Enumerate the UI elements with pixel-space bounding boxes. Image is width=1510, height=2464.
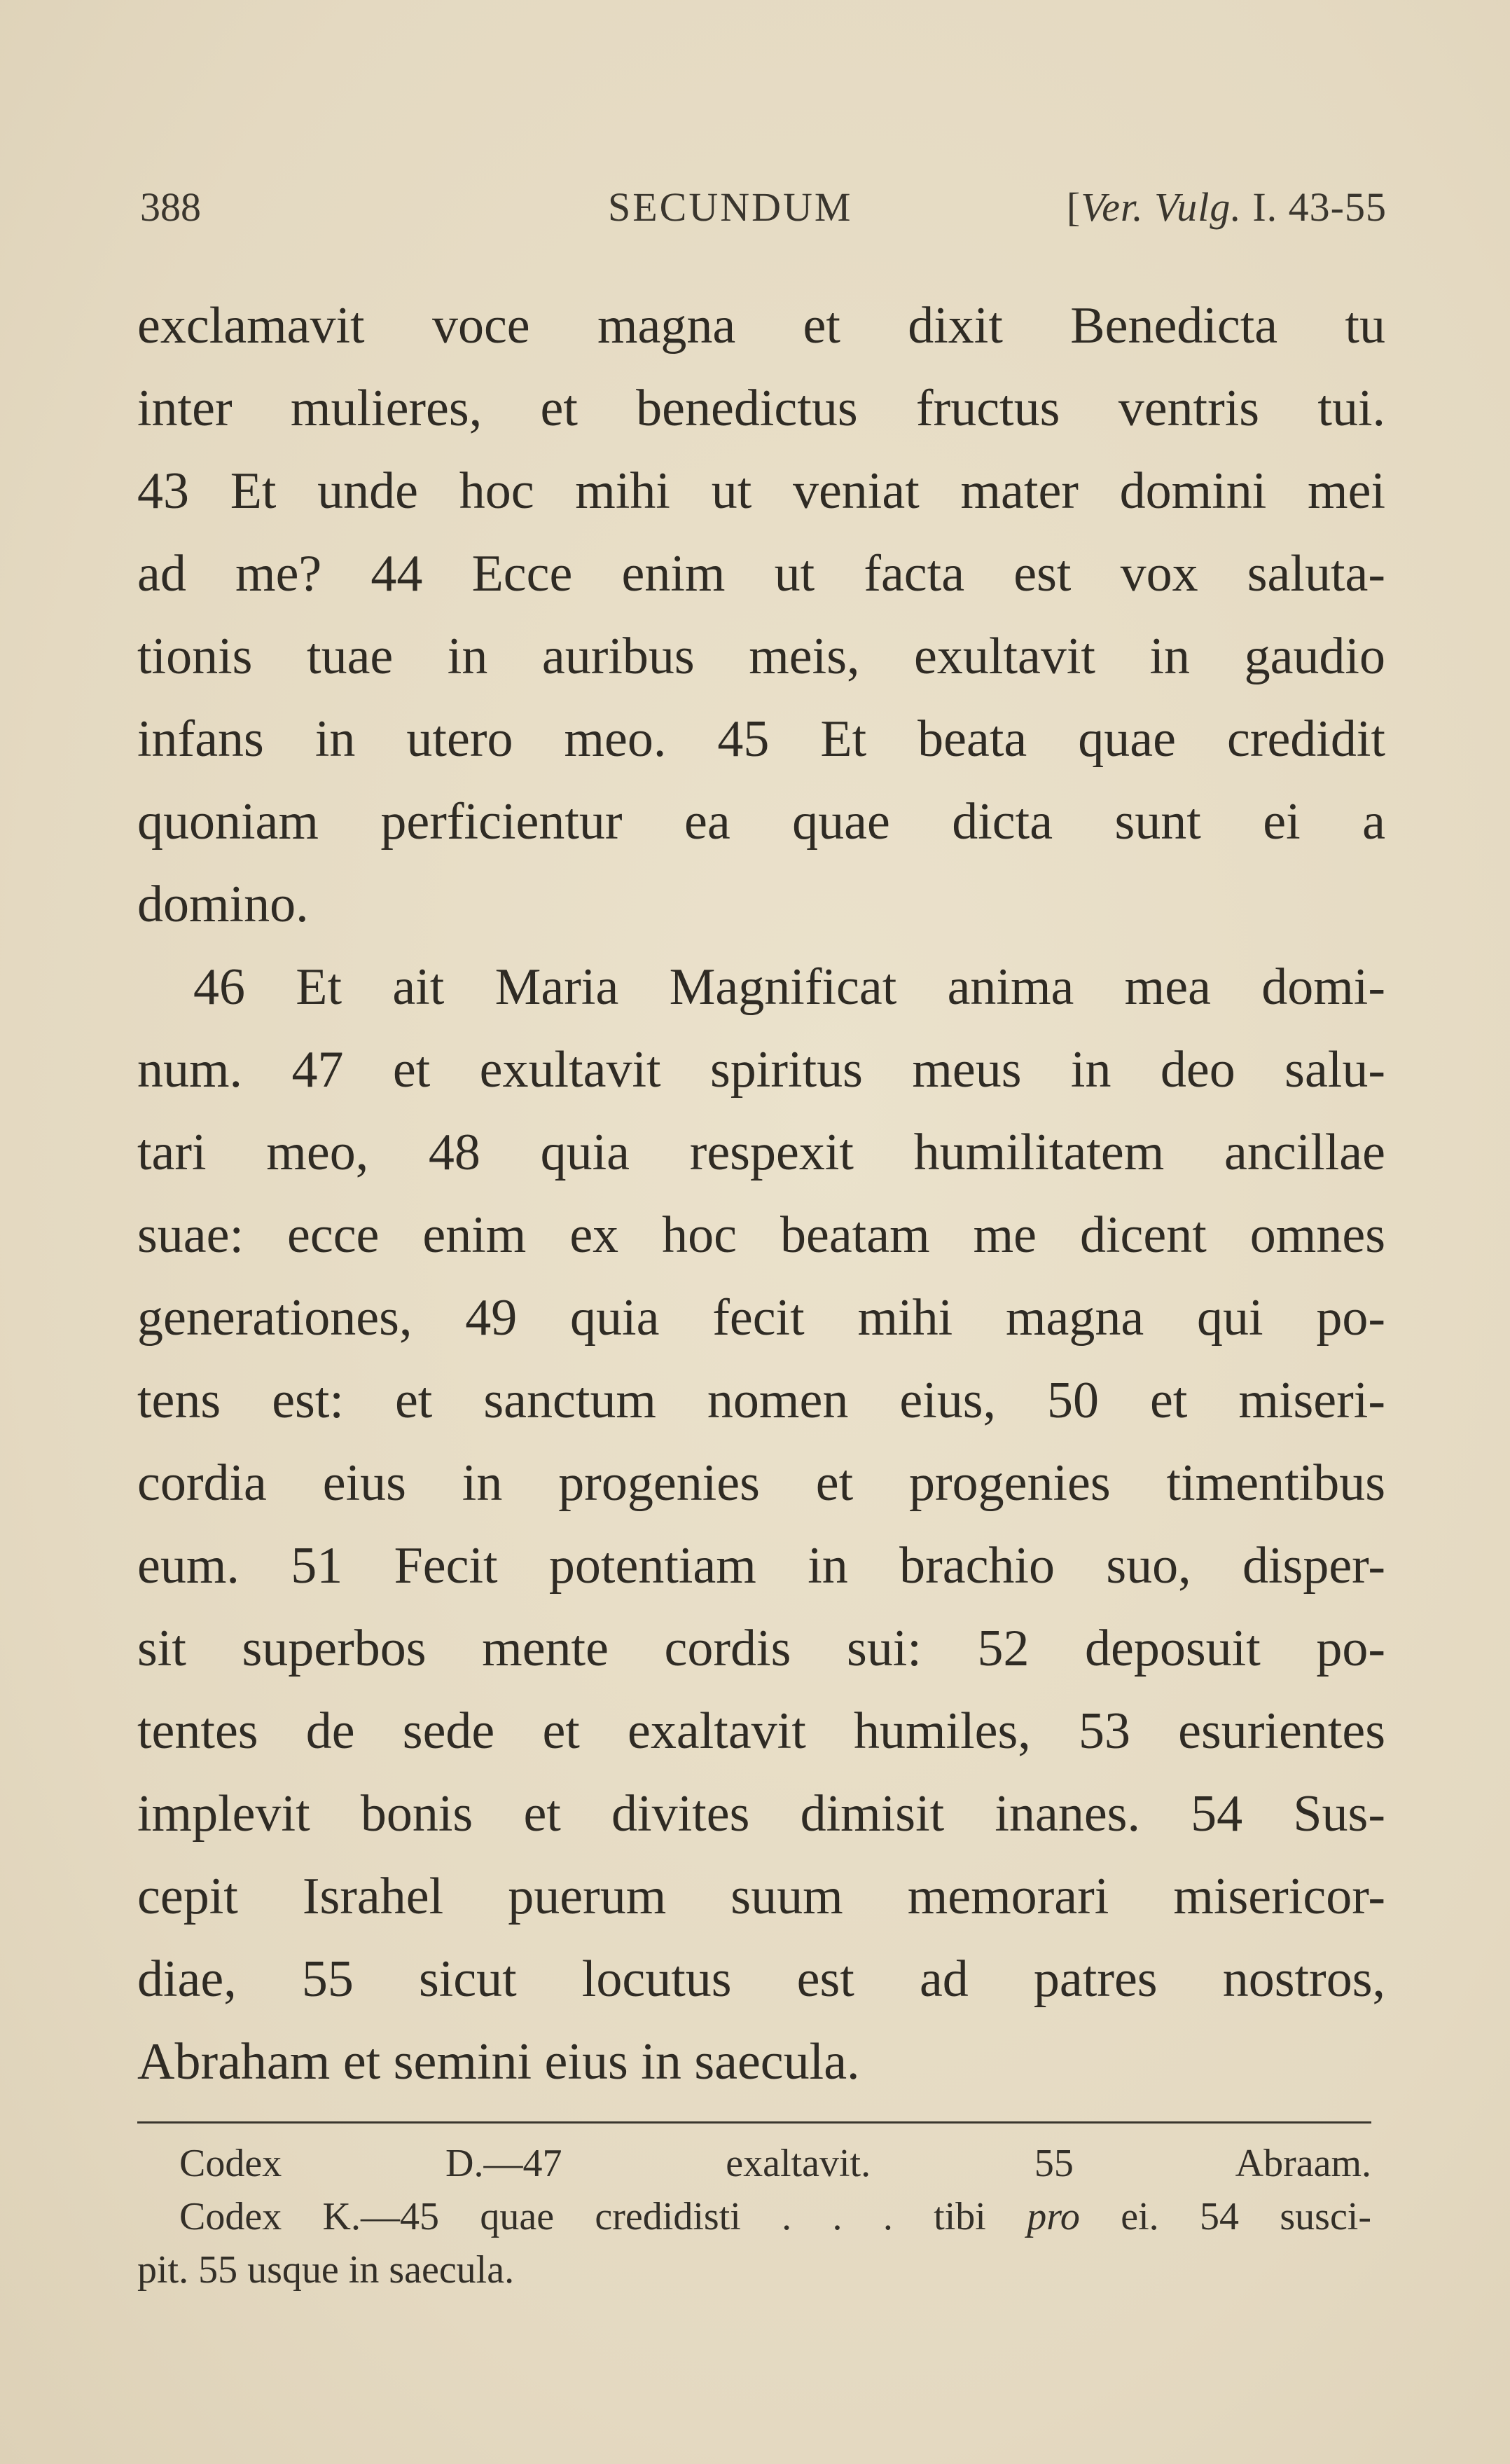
verse-ref-bracket: [	[1066, 184, 1081, 230]
footnote-codex-k-text: Codex K.—45 quae credidisti . . . tibi	[179, 2195, 1027, 2238]
footnote-codex-k-continued: pit. 55 usque in saecula.	[137, 2248, 515, 2292]
text-line: suae: ecce enim ex hoc beatam me dicent omnes	[137, 1206, 1385, 1264]
footnote-codex-k	[137, 2190, 1371, 2243]
text-line: 46 Et ait Maria Magnificat anima mea domi-	[193, 958, 1385, 1016]
text-line: 43 Et unde hoc mihi ut veniat mater domini mei	[137, 462, 1385, 520]
text-line: tentes de sede et exaltavit humiles, 53 esurientes	[137, 1702, 1385, 1760]
verse-ref-range: I. 43-55	[1241, 184, 1387, 230]
text-line: quoniam perficientur ea quae dicta sunt ei a	[137, 793, 1385, 851]
text-line: generationes, 49 quia fecit mihi magna qui po-	[137, 1289, 1385, 1347]
verse-reference	[1067, 184, 1387, 230]
text-line: inter mulieres, et benedictus fructus ventris tui.	[137, 380, 1385, 437]
text-line: eum. 51 Fecit potentiam in brachio suo, disper-	[137, 1537, 1385, 1595]
text-line: implevit bonis et divites dimisit inanes. 54 Sus-	[137, 1785, 1385, 1843]
footnote-divider	[137, 2121, 1371, 2124]
main-text	[137, 284, 1385, 2103]
text-line: sit superbos mente cordis sui: 52 deposuit po-	[137, 1620, 1385, 1677]
footnote-codex-k-rest: ei. 54 susci-	[1079, 2195, 1372, 2238]
text-line: tari meo, 48 quia respexit humilitatem ancillae	[137, 1124, 1385, 1181]
footnotes	[137, 2137, 1371, 2297]
footnote-italic-pro: pro	[1027, 2195, 1080, 2238]
text-line: cepit Israhel puerum suum memorari misericor-	[137, 1868, 1385, 1925]
text-line: diae, 55 sicut locutus est ad patres nostros,	[137, 1950, 1385, 2008]
text-line: ad me? 44 Ecce enim ut facta est vox saluta-	[137, 545, 1385, 603]
text-line: Abraham et semini eius in saecula.	[137, 2033, 860, 2091]
text-line: domino.	[137, 876, 309, 933]
footnote-codex-d: Codex D.—47 exaltavit. 55 Abraam.	[179, 2142, 1371, 2185]
running-title: SECUNDUM	[608, 184, 853, 230]
text-line: exclamavit voce magna et dixit Benedicta tu	[137, 297, 1385, 355]
text-line: num. 47 et exultavit spiritus meus in deo salu-	[137, 1041, 1385, 1099]
page-number: 388	[140, 184, 201, 230]
verse-ref-version: Ver. Vulg.	[1081, 184, 1242, 230]
text-line: tionis tuae in auribus meis, exultavit in gaudio	[137, 628, 1385, 685]
text-line: cordia eius in progenies et progenies timentibus	[137, 1454, 1385, 1512]
text-line: infans in utero meo. 45 Et beata quae credidit	[137, 710, 1385, 768]
text-line: tens est: et sanctum nomen eius, 50 et miseri-	[137, 1372, 1385, 1429]
page-header	[140, 184, 1387, 240]
